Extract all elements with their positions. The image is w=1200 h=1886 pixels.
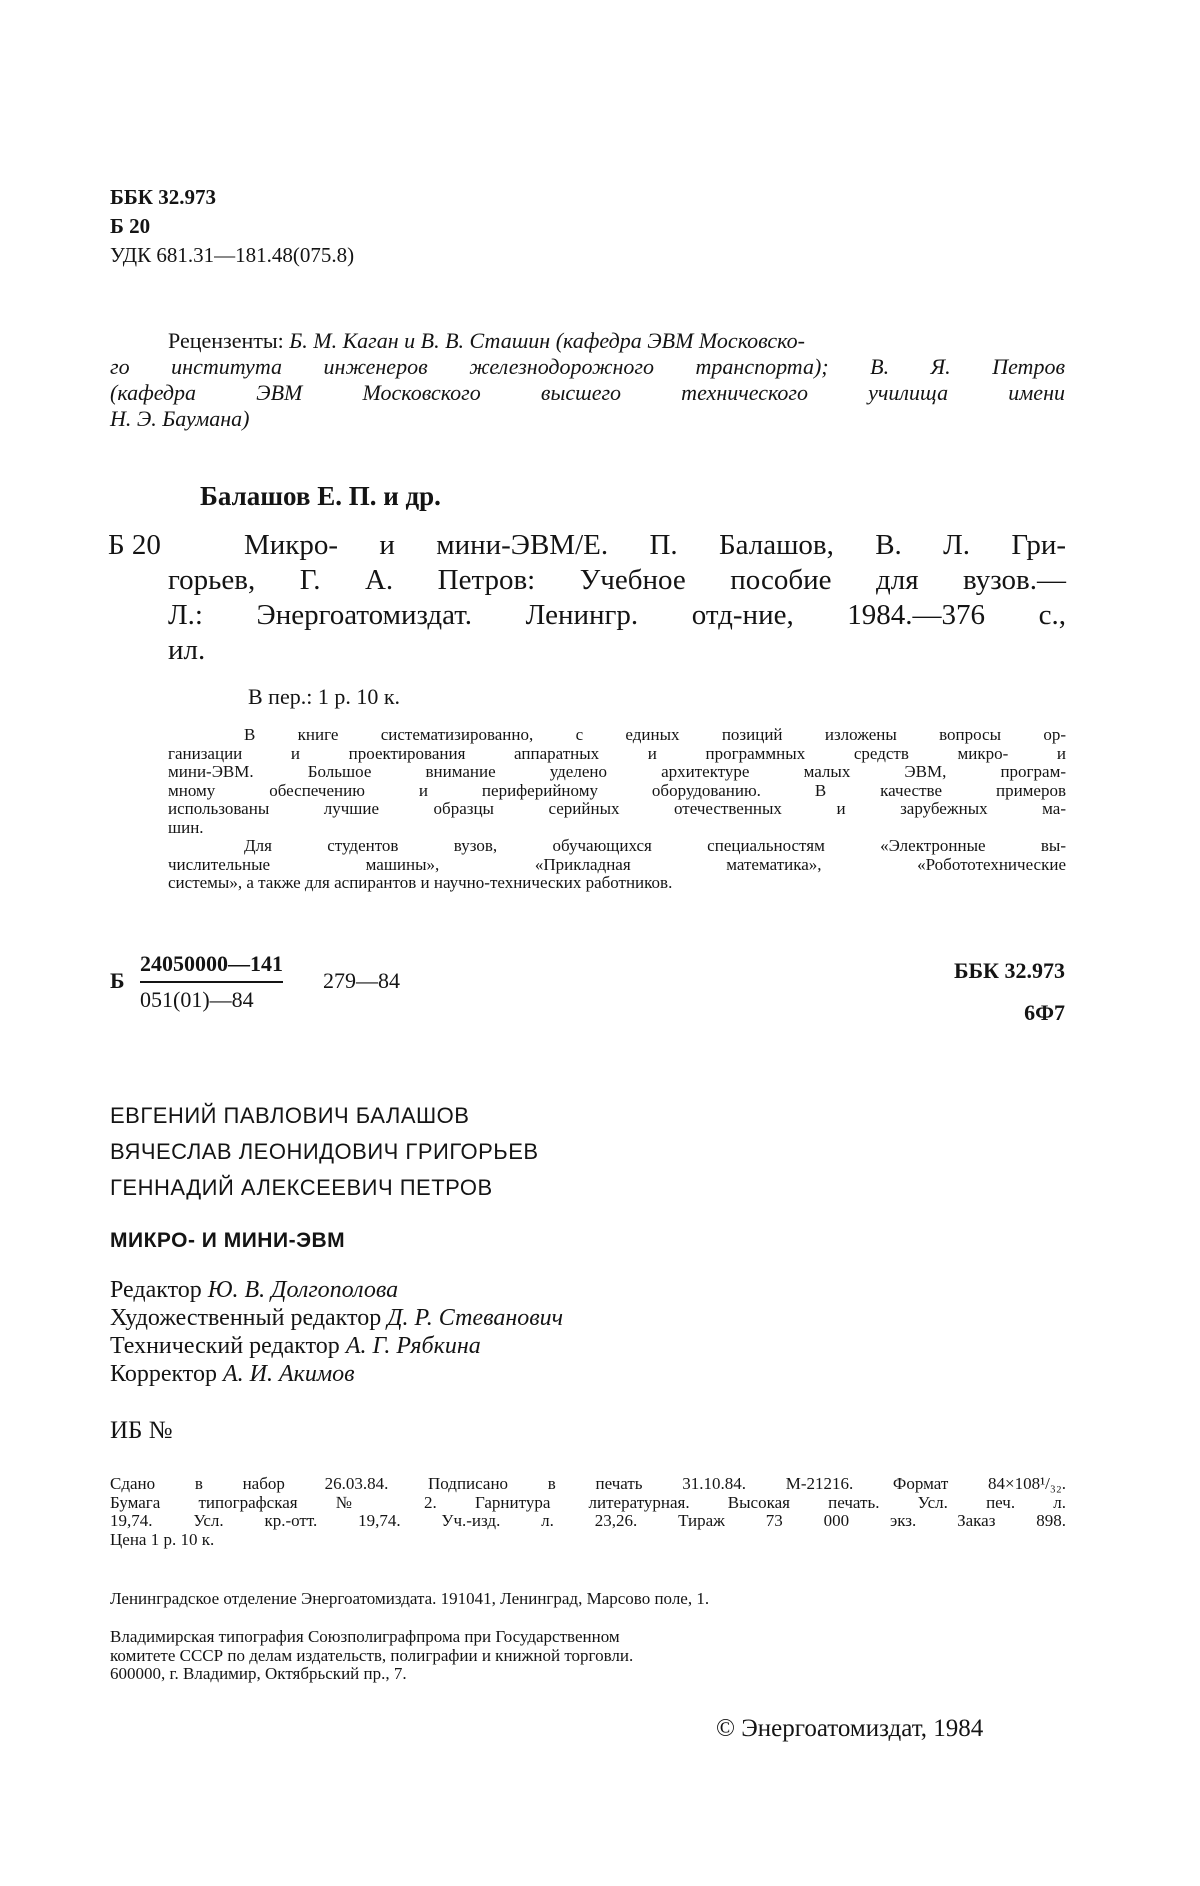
index-bbk-sub: 6Ф7 — [1024, 1000, 1065, 1025]
annotation-p1-line-5: использованы лучшие образцы серийных отечественных и зарубежных ма- — [168, 799, 1066, 818]
udk-code: УДК 681.31—181.48(075.8) — [110, 243, 355, 267]
editor-role: Корректор — [110, 1361, 217, 1387]
index-suffix: 279—84 — [323, 968, 400, 993]
classification-block — [110, 183, 354, 270]
author-3: ГЕННАДИЙ АЛЕКСЕЕВИЧ ПЕТРОВ — [110, 1175, 493, 1200]
entry-line-1: Микро- и мини-ЭВМ/Е. П. Балашов, В. Л. Гри- — [244, 529, 1066, 561]
print-info-block — [110, 1475, 1066, 1549]
publisher-address: Ленинградское отделение Энергоатомиздата. 191041, Ленинград, Марсово поле, 1. — [110, 1589, 710, 1608]
authors-block — [110, 1098, 539, 1206]
editor-name: Ю. В. Долгополова — [207, 1277, 399, 1303]
reviewers-label: Рецензенты: — [168, 328, 284, 353]
author-heading: Балашов Е. П. и др. — [200, 481, 441, 511]
annotation-p1-line-3: мини-ЭВМ. Большое внимание уделено архитектуре малых ЭВМ, програм- — [168, 762, 1066, 781]
editor-role: Редактор — [110, 1277, 202, 1303]
index-fraction — [140, 950, 283, 1014]
print-info-line-3: 19,74. Усл. кр.-отт. 19,74. Уч.-изд. л. 23,26. Тираж 73 000 экз. Заказ 898. — [110, 1511, 1066, 1530]
entry-code: Б 20 — [108, 529, 161, 561]
annotation-p2-line-2: числительные машины», «Прикладная математика», «Робототехнические — [168, 854, 1066, 874]
reviewers-block — [110, 328, 1065, 432]
print-info-line-4: Цена 1 р. 10 к. — [110, 1529, 215, 1549]
index-numerator: 24050000—141 — [140, 950, 283, 983]
entry-price: В пер.: 1 р. 10 к. — [248, 684, 401, 709]
bbk-code: ББК 32.973 — [110, 185, 216, 209]
editor-role: Технический редактор — [110, 1333, 340, 1359]
printer-block — [110, 1628, 633, 1684]
editor-row — [110, 1276, 563, 1304]
entry-line-2: горьев, Г. А. Петров: Учебное пособие для вузов.— — [168, 564, 1066, 596]
editor-row — [110, 1332, 563, 1360]
entry-line-3: Л.: Энергоатомиздат. Ленингр. отд-ние, 1984.—376 с., — [168, 599, 1066, 631]
reviewers-line-4: Н. Э. Баумана) — [110, 406, 250, 431]
printer-line-1: Владимирская типография Союзполиграфпрома при Государственном — [110, 1627, 620, 1646]
annotation-p1-line-1: В книге систематизированно, с единых позиций изложены вопросы ор- — [244, 725, 1066, 744]
catalog-entry — [168, 528, 1066, 668]
annotation-p1-line-4: мному обеспечению и периферийному оборудованию. В качестве примеров — [168, 780, 1066, 800]
annotation-p2-line-1: Для студентов вузов, обучающихся специальностям «Электронные вы- — [244, 836, 1066, 855]
annotation-p2-line-3: системы», а также для аспирантов и научно-технических работников. — [168, 873, 673, 892]
print-info-line-1: Сдано в набор 26.03.84. Подписано в печать 31.10.84. М-21216. Формат 84×108¹/₃₂. — [110, 1474, 1066, 1493]
annotation-p1-line-6: шин. — [168, 817, 204, 837]
author-2: ВЯЧЕСЛАВ ЛЕОНИДОВИЧ ГРИГОРЬЕВ — [110, 1139, 539, 1164]
editor-row — [110, 1360, 563, 1388]
reviewers-line-1: Б. М. Каган и В. В. Сташин (кафедра ЭВМ Московско- — [289, 328, 805, 353]
annotation-p1-line-2: ганизации и проектирования аппаратных и программных средств микро- и — [168, 743, 1066, 763]
editors-block — [110, 1276, 563, 1388]
entry-line-4: ил. — [168, 634, 206, 666]
print-info-line-2: Бумага типографская № 2. Гарнитура литературная. Высокая печать. Усл. печ. л. — [110, 1492, 1066, 1512]
editor-name: А. И. Акимов — [222, 1361, 355, 1387]
library-code: Б 20 — [110, 214, 151, 238]
printer-line-3: 600000, г. Владимир, Октябрьский пр., 7. — [110, 1664, 407, 1683]
book-title: МИКРО- И МИНИ-ЭВМ — [110, 1229, 346, 1252]
editor-name: А. Г. Рябкина — [345, 1333, 481, 1359]
index-bbk-code: ББК 32.973 — [953, 958, 1065, 983]
annotation-block — [168, 726, 1066, 893]
author-1: ЕВГЕНИЙ ПАВЛОВИЧ БАЛАШОВ — [110, 1103, 470, 1128]
printer-line-2: комитете СССР по делам издательств, полиграфии и книжной торговли. — [110, 1645, 634, 1665]
reviewers-line-2: го института инженеров железнодорожного транспорта); В. Я. Петров — [110, 354, 1065, 379]
reviewers-line-3: (кафедра ЭВМ Московского высшего технического училища имени — [110, 380, 1065, 405]
index-denominator: 051(01)—84 — [140, 987, 254, 1012]
editor-row — [110, 1304, 563, 1332]
editor-name: Д. Р. Стеванович — [387, 1305, 564, 1331]
ib-number: ИБ № — [110, 1417, 173, 1444]
copyright-notice: © Энергоатомиздат, 1984 — [716, 1715, 984, 1742]
index-letter: Б — [110, 968, 125, 993]
editor-role: Художественный редактор — [110, 1305, 382, 1331]
index-bbk — [880, 950, 1065, 1034]
